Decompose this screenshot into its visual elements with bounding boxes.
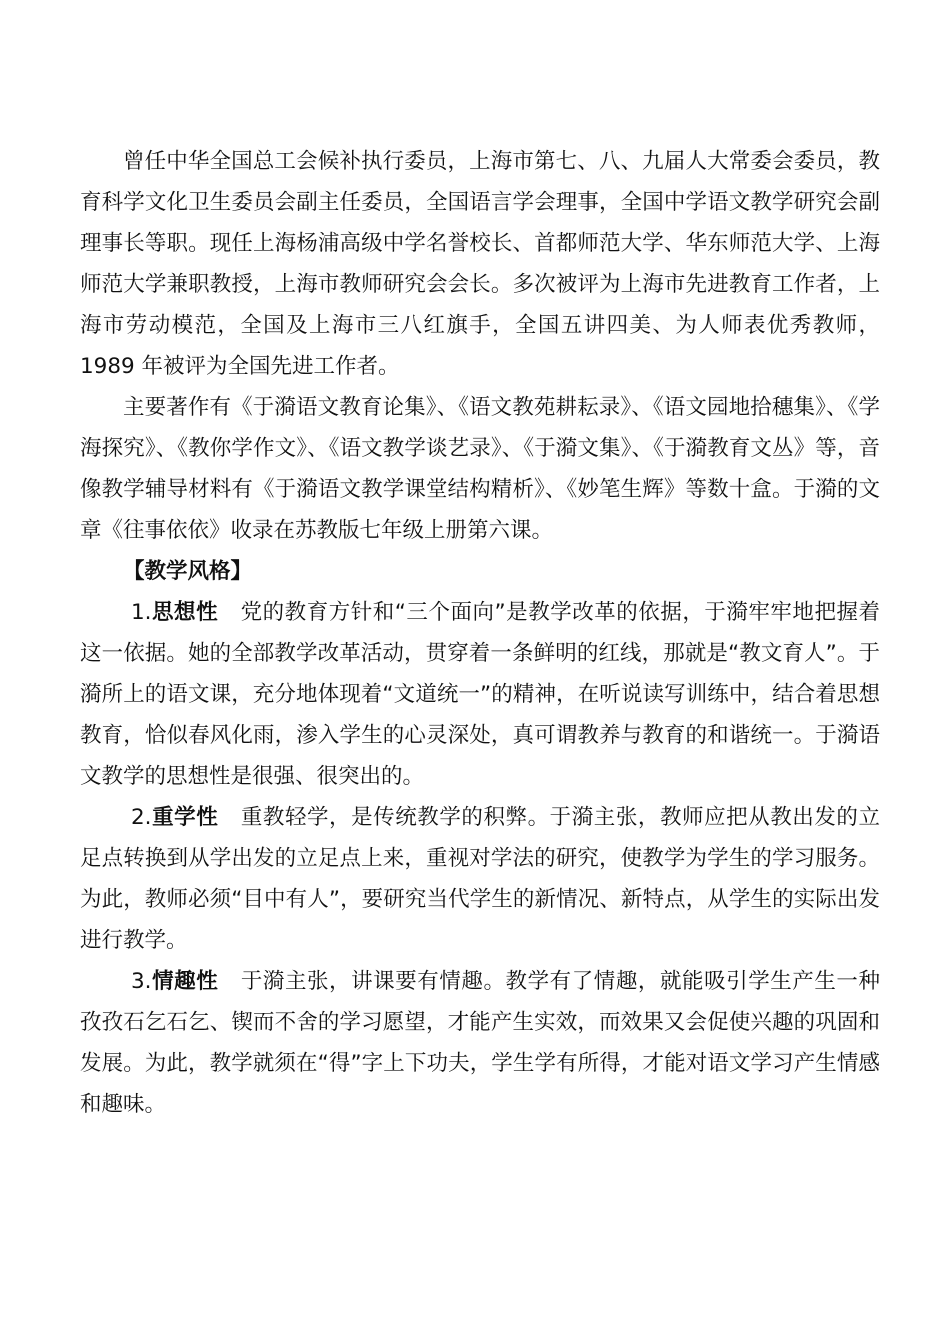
style-text: 于漪主张，讲课要有情趣。教学有了情趣，就能吸引学生产生一种孜孜石乞石乞、锲而不舍的学习愿望，才能产生实效，而效果又会促使兴趣的巩固和发展。为此，教学就须在“得”字上下功夫，学生学有所得，才能对语文学习产生情感和趣味。: [80, 969, 880, 1117]
biography-paragraph: 曾任中华全国总工会候补执行委员，上海市第七、八、九届人大常委会委员，教育科学文化卫生委员会副主任委员，全国语言学会理事，全国中学语文教学研究会副理事长等职。现任上海杨浦高级中学名誉校长、首都师范大学、华东师范大学、上海师范大学兼职教授，上海市教师研究会会长。多次被评为上海市先进教育工作者，上海市劳动模范，全国及上海市三八红旗手，全国五讲四美、为人师表优秀教师，1989 年被评为全国先进工作者。: [80, 149, 880, 379]
style-number: 1.: [131, 600, 152, 625]
style-item-2: [80, 797, 880, 961]
style-item-1: [80, 592, 880, 797]
section-heading: 【教学风格】: [123, 559, 253, 584]
works-paragraph: 主要著作有《于漪语文教育论集》、《语文教苑耕耘录》、《语文园地拾穗集》、《学海探究》、《教你学作文》、《语文教学谈艺录》、《于漪文集》、《于漪教育文丛》等，音像教学辅导材料有《于漪语文教学课堂结构精析》、《妙笔生辉》等数十盒。于漪的文章《往事依依》收录在苏教版七年级上册第六课。: [80, 395, 880, 543]
style-number: 2.: [131, 805, 152, 830]
style-text: 党的教育方针和“三个面向”是教学改革的依据，于漪牢牢地把握着这一依据。她的全部教学改革活动，贯穿着一条鲜明的红线，那就是“教文育人”。于漪所上的语文课，充分地体现着“文道统一”的精神，在听说读写训练中，结合着思想教育，恰似春风化雨，渗入学生的心灵深处，真可谓教养与教育的和谐统一。于漪语文教学的思想性是很强、很突出的。: [80, 600, 880, 789]
style-item-3: [80, 961, 880, 1125]
document-page: [80, 141, 880, 1125]
style-text: 重教轻学，是传统教学的积弊。于漪主张，教师应把从教出发的立足点转换到从学出发的立足点上来，重视对学法的研究，使教学为学生的学习服务。为此，教师必须“目中有人”，要研究当代学生的新情况、新特点，从学生的实际出发进行教学。: [80, 805, 880, 953]
style-number: 3.: [131, 969, 152, 994]
style-keyword: 情趣性: [151, 969, 219, 994]
style-keyword: 重学性: [151, 805, 219, 830]
style-keyword: 思想性: [151, 600, 219, 625]
